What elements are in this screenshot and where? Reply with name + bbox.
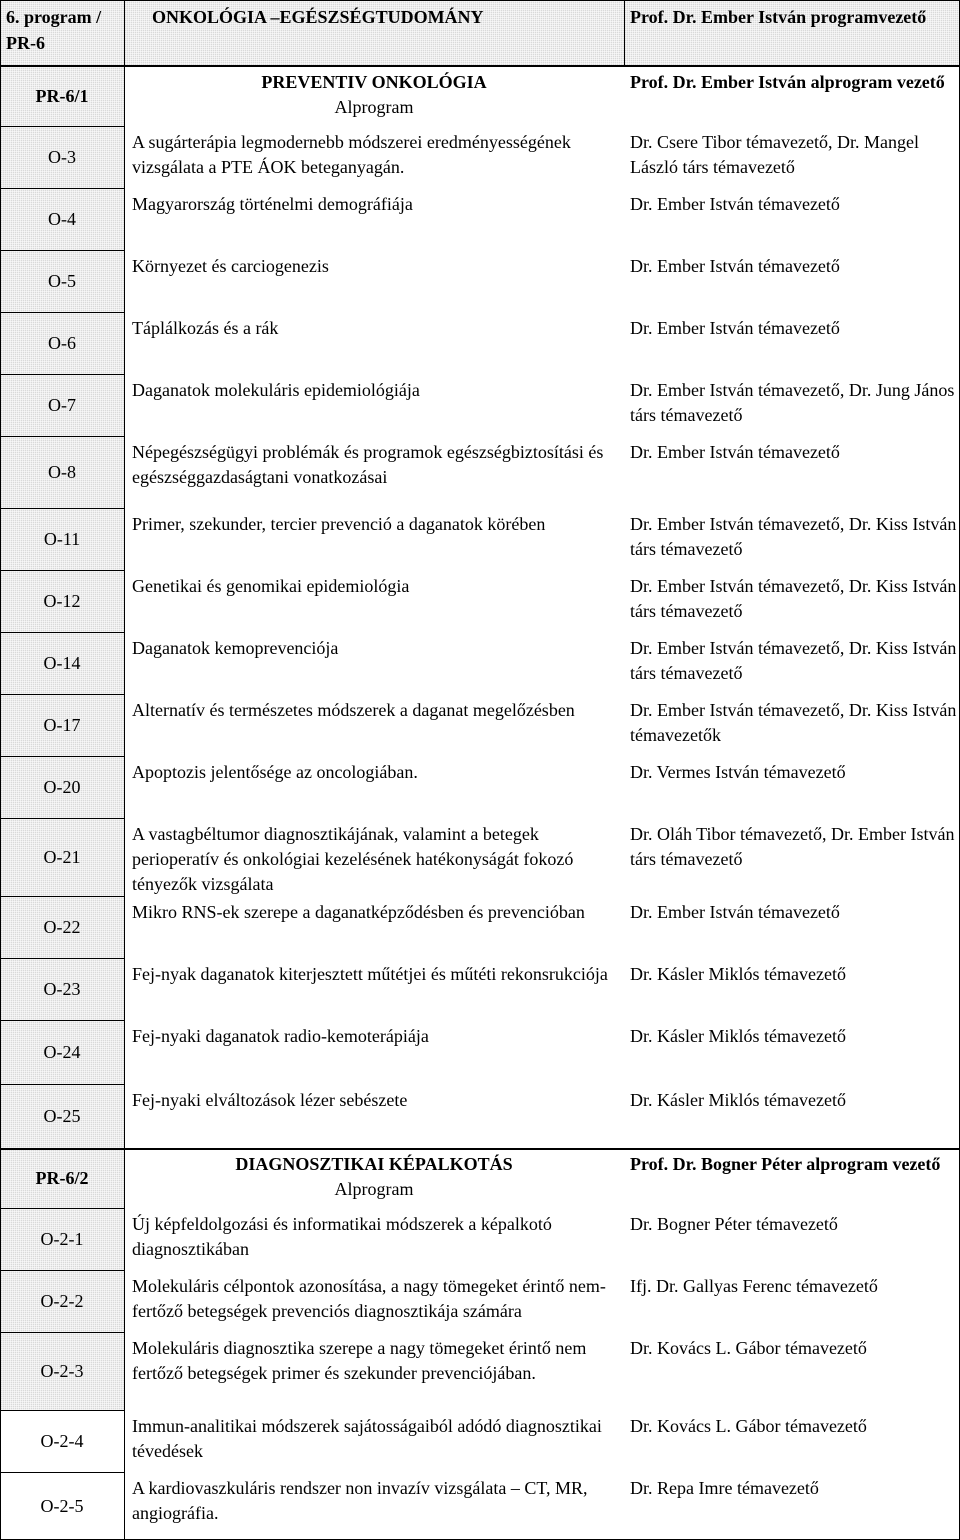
grid-line-horizontal: [0, 65, 960, 67]
row-leader: Ifj. Dr. Gallyas Ferenc témavezető: [630, 1276, 878, 1296]
row-id: O-17: [0, 694, 124, 756]
row-id: O-2-4: [40, 1430, 84, 1451]
row-id: O-20: [0, 756, 124, 818]
grid-line-horizontal: [0, 1020, 124, 1021]
subprogram-2-id: [0, 1148, 124, 1208]
row-topic: Környezet és carciogenezis: [132, 256, 329, 276]
row-topic: Molekuláris célpontok azonosítása, a nagy tömegeket érintő nem-fertőző betegségek prevenciós diagnosztikája számára: [132, 1276, 606, 1321]
grid-line-horizontal: [0, 1410, 124, 1411]
row-topic: Fej-nyaki elváltozások lézer sebészete: [132, 1090, 408, 1110]
grid-line-horizontal: [0, 1472, 124, 1473]
row-id: O-22: [0, 896, 124, 958]
grid-line-horizontal: [0, 188, 124, 189]
row-topic: Alternatív és természetes módszerek a daganat megelőzésben: [132, 700, 575, 720]
program-id-cell: [0, 0, 124, 66]
row-leader: Dr. Ember István témavezető, Dr. Kiss István témavezetők: [630, 700, 957, 745]
row-topic: Mikro RNS-ek szerepe a daganatképződésben és prevencióban: [132, 902, 585, 922]
row-leader: Dr. Kovács L. Gábor témavezető: [630, 1416, 867, 1436]
row-id: O-6: [0, 312, 124, 374]
row-topic: Új képfeldolgozási és informatikai módszerek a képalkotó diagnosztikában: [132, 1214, 552, 1259]
row-leader: Dr. Ember István témavezető: [630, 256, 840, 276]
program-title-cell: [124, 0, 624, 66]
row-leader: Dr. Repa Imre témavezető: [630, 1478, 819, 1498]
grid-line-horizontal: [0, 632, 124, 633]
row-topic: A kardiovaszkuláris rendszer non invazív vizsgálata – CT, MR, angiográfia.: [132, 1478, 588, 1523]
row-id: O-2-2: [0, 1270, 124, 1332]
grid-line-horizontal: [0, 1332, 124, 1333]
grid-line-horizontal: [0, 694, 124, 695]
row-leader: Dr. Ember István témavezető: [630, 442, 840, 462]
subprogram-1-title: PREVENTIV ONKOLÓGIA: [261, 72, 487, 92]
row-topic: Molekuláris diagnosztika szerepe a nagy tömegeket érintő nem fertőző betegségek primer és szekunder prevenciójában.: [132, 1338, 587, 1383]
row-leader: Dr. Ember István témavezető, Dr. Kiss István társ témavezető: [630, 576, 957, 621]
grid-line-horizontal: [0, 570, 124, 571]
row-leader: Dr. Kásler Miklós témavezető: [630, 964, 846, 984]
row-topic: Genetikai és genomikai epidemiológia: [132, 576, 410, 596]
grid-line-vertical: [0, 0, 1, 1540]
row-id: O-2-1: [0, 1208, 124, 1270]
row-id: O-2-5: [40, 1495, 84, 1516]
row-leader: Dr. Ember István témavezető, Dr. Jung János társ témavezető: [630, 380, 955, 425]
grid-line-horizontal: [0, 436, 124, 437]
subprogram-2-leader: Prof. Dr. Bogner Péter alprogram vezető: [630, 1154, 941, 1174]
row-id: O-3: [0, 126, 124, 188]
grid-line-horizontal: [0, 0, 960, 1]
row-leader: Dr. Ember István témavezető: [630, 902, 840, 922]
row-leader: Dr. Kovács L. Gábor témavezető: [630, 1338, 867, 1358]
row-topic: Daganatok kemoprevenciója: [132, 638, 339, 658]
row-topic: A vastagbéltumor diagnosztikájának, valamint a betegek perioperatív és onkológiai kezelésének hatékonyságát fokozó tényezők vizsgálata: [132, 824, 574, 894]
row-topic: Táplálkozás és a rák: [132, 318, 279, 338]
subprogram-2-id-text: PR-6/2: [35, 1167, 89, 1188]
program-id: 6. program / PR-6: [6, 7, 102, 53]
program-title: ONKOLÓGIA –EGÉSZSÉGTUDOMÁNY: [152, 7, 484, 27]
row-id: O-7: [0, 374, 124, 436]
subprogram-1-leader-cell: [624, 66, 960, 126]
row-id: O-25: [0, 1084, 124, 1148]
subprogram-2-title: DIAGNOSZTIKAI KÉPALKOTÁS: [235, 1154, 513, 1174]
row-id: O-23: [0, 958, 124, 1020]
grid-line-horizontal: [0, 756, 124, 757]
row-id: O-8: [0, 436, 124, 508]
grid-line-horizontal: [0, 1270, 124, 1271]
row-topic: Immun-analitikai módszerek sajátosságaiból adódó diagnosztikai tévedések: [132, 1416, 602, 1461]
row-leader: Dr. Ember István témavezető: [630, 318, 840, 338]
row-topic: Fej-nyaki daganatok radio-kemoterápiája: [132, 1026, 429, 1046]
row-topic: Primer, szekunder, tercier prevenció a daganatok körében: [132, 514, 546, 534]
row-id: O-5: [0, 250, 124, 312]
row-id: O-4: [0, 188, 124, 250]
row-topic: Fej-nyak daganatok kiterjesztett műtétjei és műtéti rekonsrukciója: [132, 964, 608, 984]
row-leader: Dr. Kásler Miklós témavezető: [630, 1026, 846, 1046]
row-leader: Dr. Ember István témavezető, Dr. Kiss István társ témavezető: [630, 514, 957, 559]
row-leader: Dr. Vermes István témavezető: [630, 762, 846, 782]
grid-line-horizontal: [0, 508, 124, 509]
subprogram-1-leader: Prof. Dr. Ember István alprogram vezető: [630, 72, 945, 92]
program-leader: Prof. Dr. Ember István programvezető: [630, 7, 927, 27]
row-leader: Dr. Ember István témavezető, Dr. Kiss István társ témavezető: [630, 638, 957, 683]
row-topic: Apoptozis jelentősége az oncologiában.: [132, 762, 418, 782]
row-leader: Dr. Csere Tibor témavezető, Dr. Mangel László társ témavezető: [630, 132, 919, 177]
program-leader-cell: [624, 0, 960, 66]
row-leader: Dr. Ember István témavezető: [630, 194, 840, 214]
grid-line-horizontal: [0, 250, 124, 251]
grid-line-vertical: [624, 0, 625, 66]
row-id: O-12: [0, 570, 124, 632]
subprogram-1-title-cell: [124, 66, 624, 126]
subprogram-1-id-text: PR-6/1: [35, 85, 89, 106]
row-id: O-14: [0, 632, 124, 694]
row-leader: Dr. Oláh Tibor témavezető, Dr. Ember István társ témavezető: [630, 824, 955, 869]
grid-line-horizontal: [0, 818, 124, 819]
subprogram-2-title-cell: [124, 1148, 624, 1208]
grid-line-horizontal: [0, 374, 124, 375]
grid-line-horizontal: [0, 126, 124, 127]
row-topic: Népegészségügyi problémák és programok egészségbiztosítási és egészséggazdaságtani vonatkozásai: [132, 442, 604, 487]
subprogram-1-id: [0, 66, 124, 126]
subprogram-2-subtitle: Alprogram: [334, 1179, 414, 1199]
row-topic: Daganatok molekuláris epidemiológiája: [132, 380, 420, 400]
grid-line-horizontal: [0, 312, 124, 313]
row-id: O-11: [0, 508, 124, 570]
row-id: O-2-3: [0, 1332, 124, 1410]
grid-line-horizontal: [0, 958, 124, 959]
grid-line-horizontal: [0, 1084, 124, 1085]
grid-line-vertical: [124, 0, 125, 1540]
subprogram-2-leader-cell: [624, 1148, 960, 1208]
grid-line-horizontal: [0, 896, 124, 897]
subprogram-1-subtitle: Alprogram: [334, 97, 414, 117]
row-leader: Dr. Bogner Péter témavezető: [630, 1214, 838, 1234]
grid-line-horizontal: [0, 1148, 960, 1150]
grid-line-horizontal: [0, 1208, 124, 1209]
row-leader: Dr. Kásler Miklós témavezető: [630, 1090, 846, 1110]
row-id: O-21: [0, 818, 124, 896]
row-id: O-24: [0, 1020, 124, 1084]
row-topic: A sugárterápia legmodernebb módszerei eredményességének vizsgálata a PTE ÁOK beteganyagán.: [132, 132, 571, 177]
row-topic: Magyarország történelmi demográfiája: [132, 194, 413, 214]
